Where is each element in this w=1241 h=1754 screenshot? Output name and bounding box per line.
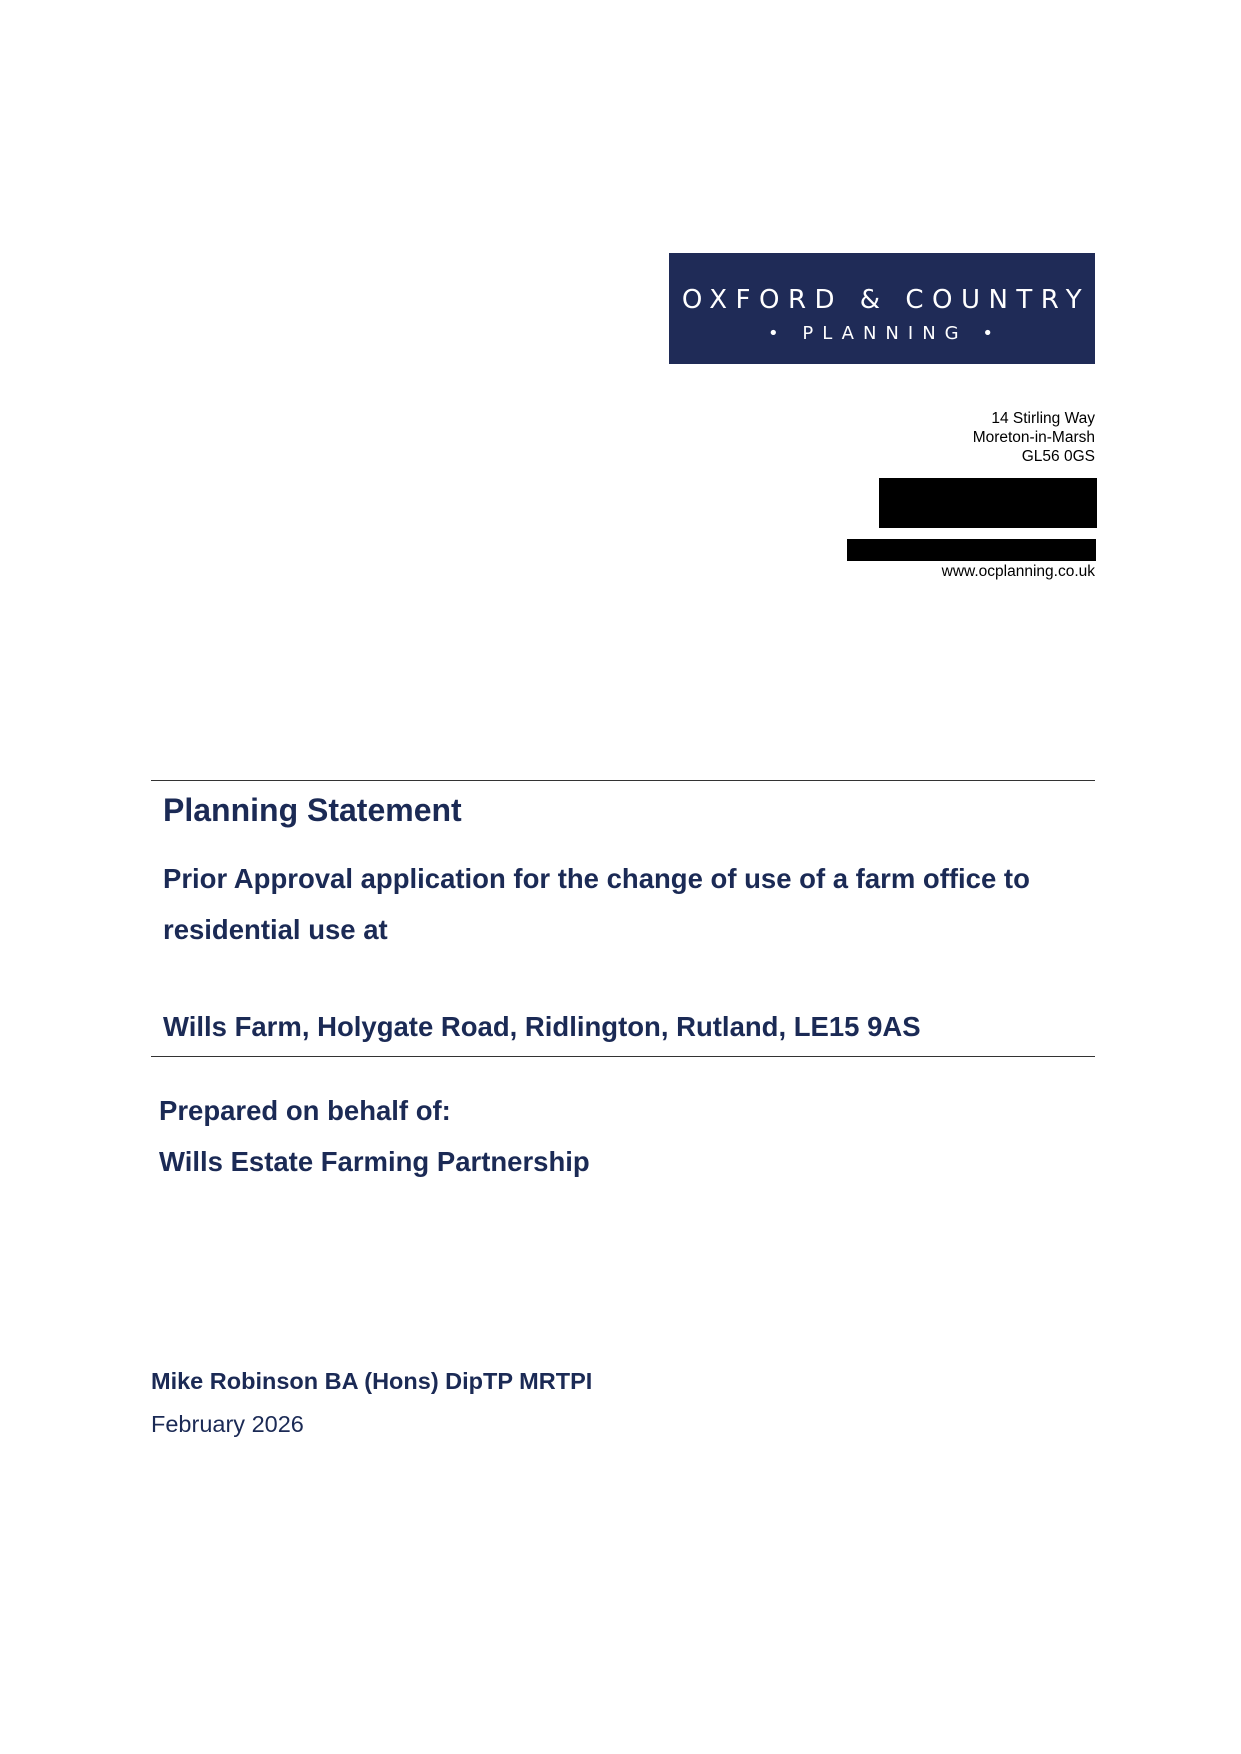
company-logo [669,253,1095,364]
title-divider-bottom [151,1056,1095,1057]
company-website: www.ocplanning.co.uk [941,563,1095,580]
prepared-on-behalf-label: Prepared on behalf of: [159,1095,451,1126]
title-divider-top [151,780,1095,781]
author-name: Mike Robinson BA (Hons) DipTP MRTPI [151,1368,593,1394]
site-address: Wills Farm, Holygate Road, Ridlington, Rutland, LE15 9AS [163,1011,921,1042]
logo-tagline: • PLANNING • [768,323,1002,344]
logo-wordmark: OXFORD & COUNTRY [681,285,1091,315]
document-date: February 2026 [151,1411,304,1437]
address-town: Moreton-in-Marsh [972,429,1095,446]
client-name: Wills Estate Farming Partnership [159,1146,590,1177]
address-street: 14 Stirling Way [991,410,1095,427]
document-title: Planning Statement [163,792,462,828]
company-address [973,409,1095,466]
redacted-contact-block [879,478,1097,528]
document-subtitle: Prior Approval application for the change of use of a farm office to residential use at [163,863,1030,945]
address-postcode: GL56 0GS [1021,448,1095,465]
redacted-contact-line [847,539,1096,561]
